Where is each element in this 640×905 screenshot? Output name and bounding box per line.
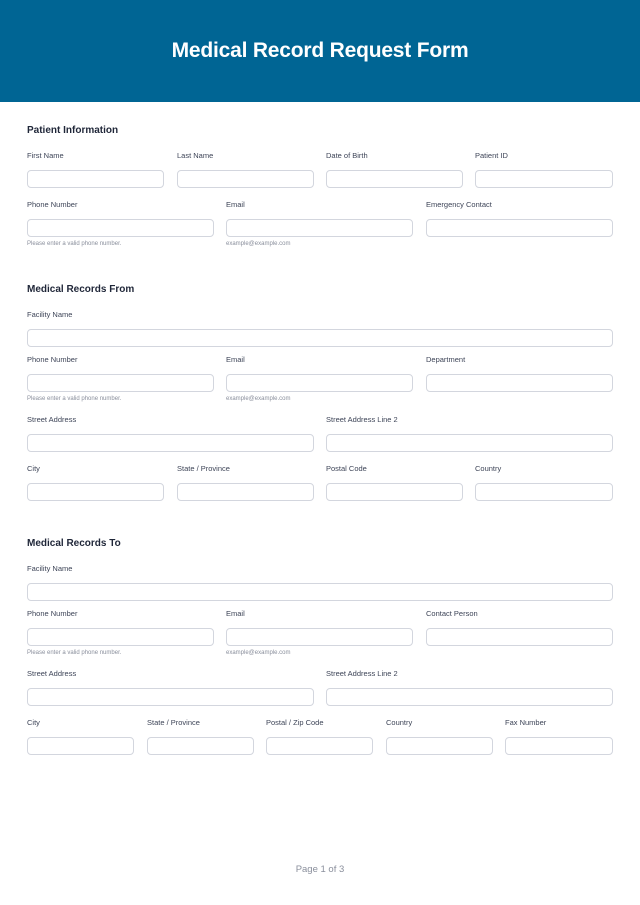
field-hint: Please enter a valid phone number. [27,241,122,247]
from-phone-field [27,355,214,403]
field-label: Street Address [27,669,77,678]
form-header [0,0,640,102]
patient-email-input[interactable] [226,219,413,237]
from-country-field [475,464,613,501]
section-title-records-to: Medical Records To [27,538,121,549]
to-street-address-field [27,669,314,706]
from-street-address-input[interactable] [27,434,314,452]
to-street-address-input[interactable] [27,688,314,706]
from-city-input[interactable] [27,483,164,501]
field-hint: example@example.com [226,241,291,247]
field-label: City [27,464,40,473]
from-street-address-2-input[interactable] [326,434,613,452]
page-indicator: Page 1 of 3 [295,864,345,875]
field-label: Phone Number [27,609,78,618]
emergency-contact-input[interactable] [426,219,613,237]
to-country-input[interactable] [386,737,493,755]
field-label: Facility Name [27,564,73,573]
last-name-input[interactable] [177,170,314,188]
field-label: Street Address Line 2 [326,669,398,678]
to-state-input[interactable] [147,737,254,755]
field-label: State / Province [147,718,200,727]
first-name-field [27,151,164,188]
from-state-input[interactable] [177,483,314,501]
field-label: Street Address [27,415,77,424]
fax-number-field [505,718,613,755]
from-city-field [27,464,164,501]
from-phone-input[interactable] [27,374,214,392]
to-email-field [226,609,413,657]
last-name-field [177,151,314,188]
field-label: Department [426,355,466,364]
to-city-input[interactable] [27,737,134,755]
field-label: State / Province [177,464,230,473]
to-phone-input[interactable] [27,628,214,646]
to-postal-code-input[interactable] [266,737,373,755]
field-label: City [27,718,40,727]
to-state-field [147,718,254,755]
section-title-patient-information: Patient Information [27,125,119,136]
patient-id-field [475,151,613,188]
to-city-field [27,718,134,755]
field-label: Facility Name [27,310,73,319]
patient-email-field [226,200,413,248]
to-street-address-2-input[interactable] [326,688,613,706]
field-label: Country [386,718,413,727]
patient-id-input[interactable] [475,170,613,188]
patient-phone-field [27,200,214,248]
from-email-input[interactable] [226,374,413,392]
field-hint: example@example.com [226,650,291,656]
field-hint: Please enter a valid phone number. [27,396,122,402]
contact-person-field [426,609,613,646]
to-facility-name-input[interactable] [27,583,613,601]
field-label: Street Address Line 2 [326,415,398,424]
from-postal-code-input[interactable] [326,483,463,501]
from-postal-code-field [326,464,463,501]
field-label: First Name [27,151,64,160]
to-country-field [386,718,493,755]
field-label: Postal / Zip Code [266,718,324,727]
field-label: Postal Code [326,464,367,473]
from-street-address-field [27,415,314,452]
field-label: Phone Number [27,200,78,209]
field-label: Date of Birth [326,151,368,160]
contact-person-input[interactable] [426,628,613,646]
section-title-records-from: Medical Records From [27,284,135,295]
field-label: Last Name [177,151,214,160]
field-label: Email [226,200,245,209]
to-street-address-2-field [326,669,613,706]
field-label: Phone Number [27,355,78,364]
date-of-birth-input[interactable] [326,170,463,188]
from-country-input[interactable] [475,483,613,501]
from-street-address-2-field [326,415,613,452]
to-postal-code-field [266,718,373,755]
department-input[interactable] [426,374,613,392]
emergency-contact-field [426,200,613,237]
field-label: Email [226,609,245,618]
field-hint: example@example.com [226,396,291,402]
from-facility-name-field [27,310,613,347]
field-label: Country [475,464,502,473]
patient-phone-input[interactable] [27,219,214,237]
date-of-birth-field [326,151,463,188]
fax-number-input[interactable] [505,737,613,755]
department-field [426,355,613,392]
field-label: Fax Number [505,718,547,727]
from-facility-name-input[interactable] [27,329,613,347]
to-email-input[interactable] [226,628,413,646]
field-label: Emergency Contact [426,200,492,209]
form-title: Medical Record Request Form [171,39,469,62]
field-label: Email [226,355,245,364]
field-label: Contact Person [426,609,478,618]
first-name-input[interactable] [27,170,164,188]
to-phone-field [27,609,214,657]
to-facility-name-field [27,564,613,601]
from-email-field [226,355,413,403]
field-label: Patient ID [475,151,508,160]
field-hint: Please enter a valid phone number. [27,650,122,656]
from-state-field [177,464,314,501]
